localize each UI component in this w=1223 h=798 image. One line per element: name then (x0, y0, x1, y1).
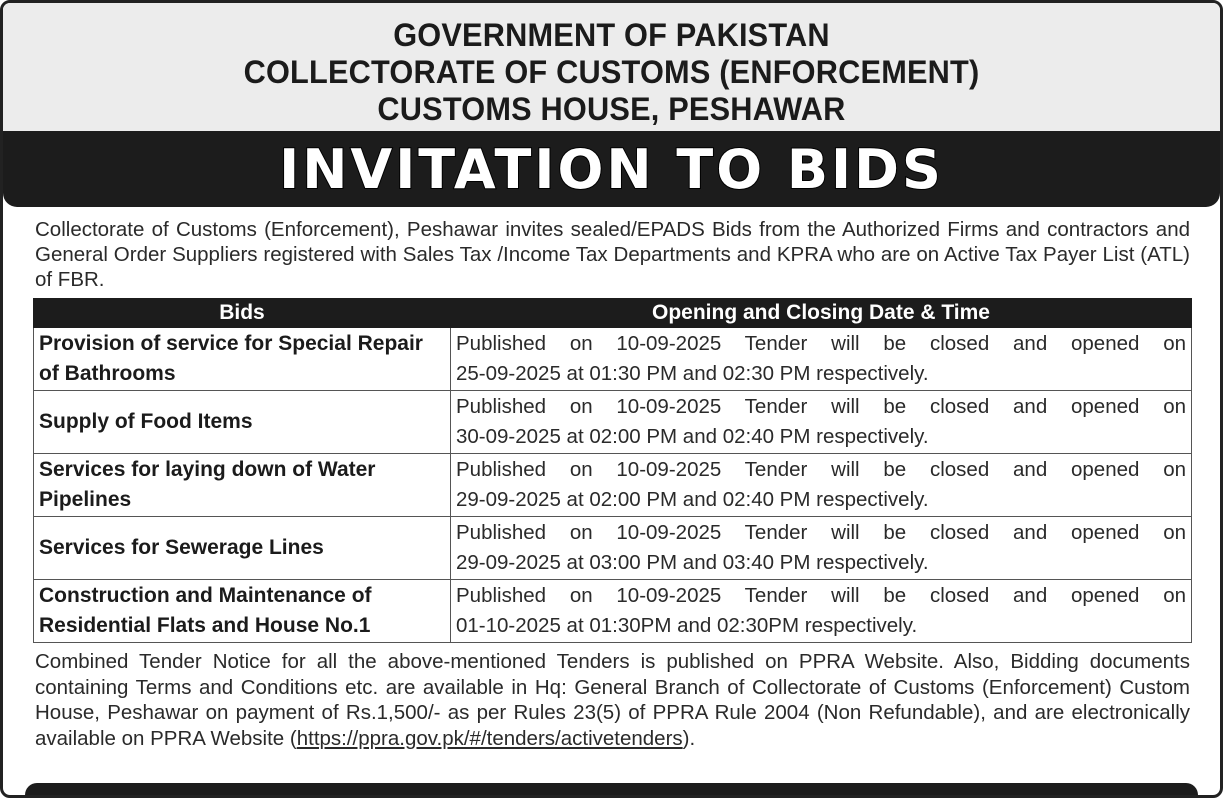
bid-time-cell (451, 454, 1192, 517)
bid-time-line: 30-09-2025 at 02:00 PM and 02:40 PM respectively. (456, 425, 929, 448)
bid-time-line: Published on 10-09-2025 Tender will be closed and opened on (456, 332, 1186, 355)
table-row (34, 517, 1192, 580)
bid-name-cell: Services for Sewerage Lines (34, 517, 451, 580)
bid-time-line: 29-09-2025 at 02:00 PM and 02:40 PM respectively. (456, 488, 929, 511)
header-collectorate: COLLECTORATE OF CUSTOMS (ENFORCEMENT) (243, 54, 980, 90)
bid-time-line: 01-10-2025 at 01:30PM and 02:30PM respectively. (456, 614, 918, 637)
header-block (3, 3, 1220, 131)
bottom-bar (25, 783, 1198, 798)
bid-time-line: Published on 10-09-2025 Tender will be closed and opened on (456, 458, 1186, 481)
bid-time-cell (451, 580, 1192, 643)
table-row (34, 391, 1192, 454)
table-header-row (34, 299, 1192, 328)
bid-time-line: Published on 10-09-2025 Tender will be closed and opened on (456, 395, 1186, 418)
bid-time-line: 25-09-2025 at 01:30 PM and 02:30 PM respectively. (456, 362, 929, 385)
bid-time-cell (451, 328, 1192, 391)
column-header-date-time: Opening and Closing Date & Time (451, 299, 1192, 328)
outro-paragraph (35, 649, 1190, 751)
bid-name-cell: Provision of service for Special Repair of Bathrooms (34, 328, 451, 391)
bid-time-cell (451, 391, 1192, 454)
header-government: GOVERNMENT OF PAKISTAN (393, 17, 830, 53)
outro-close: ). (682, 726, 696, 750)
bid-time-line: Published on 10-09-2025 Tender will be closed and opened on (456, 521, 1186, 544)
header-customs-house: CUSTOMS HOUSE, PESHAWAR (377, 91, 846, 127)
outro-text: Combined Tender Notice for all the above-mentioned Tenders is published on PPRA Website. Also, Bidding documents containing Terms and Conditions etc. are available in Hq: General Branch of Collectorate of Customs (Enforcement) Custom House, Peshawar on payment of Rs.1,500/- as per Rules 23(5) of PPRA Rule 2004 (Non Refundable), and are electronically available on PPRA Website ( (35, 650, 1190, 750)
table-row (34, 454, 1192, 517)
bid-name-cell: Supply of Food Items (34, 391, 451, 454)
intro-paragraph: Collectorate of Customs (Enforcement), Peshawar invites sealed/EPADS Bids from the Authorized Firms and contractors and General Order Suppliers registered with Sales Tax /Income Tax Departments and KPRA who are on Active Tax Payer List (ATL) of FBR. (35, 218, 1190, 291)
page-title: INVITATION TO BIDS (279, 137, 944, 201)
table-row (34, 580, 1192, 643)
table-row (34, 328, 1192, 391)
column-header-bids: Bids (34, 299, 451, 328)
bid-time-line: Published on 10-09-2025 Tender will be closed and opened on (456, 584, 1186, 607)
title-banner (3, 131, 1220, 207)
bid-name-cell: Construction and Maintenance of Residential Flats and House No.1 (34, 580, 451, 643)
bids-table (33, 298, 1192, 643)
bid-name-cell: Services for laying down of Water Pipelines (34, 454, 451, 517)
bid-time-cell (451, 517, 1192, 580)
ppra-tenders-link[interactable]: https://ppra.gov.pk/#/tenders/activetenders (296, 726, 683, 750)
bid-time-line: 29-09-2025 at 03:00 PM and 03:40 PM respectively. (456, 551, 929, 574)
